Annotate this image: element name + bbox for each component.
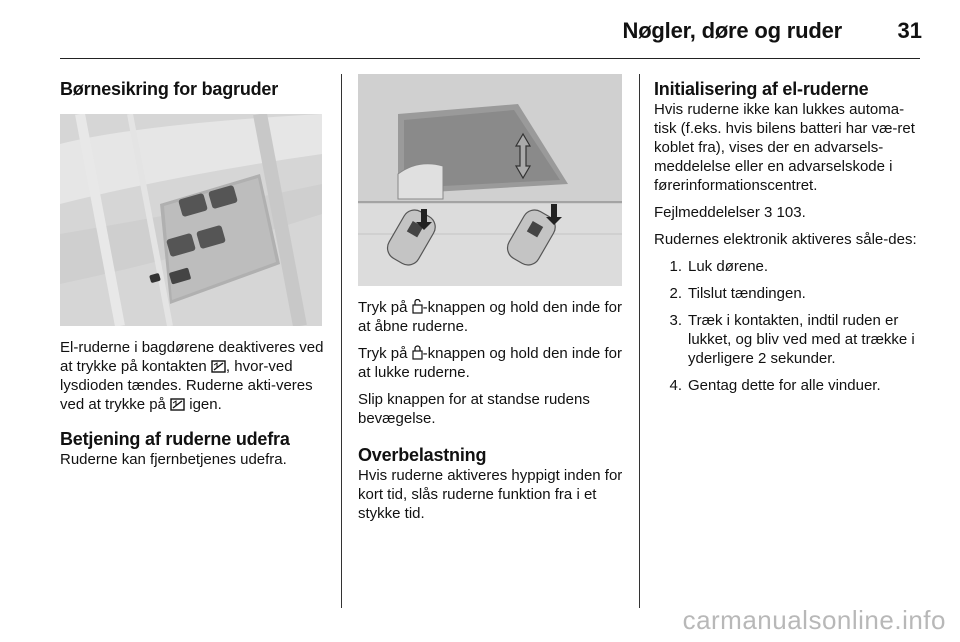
column-2 [358,74,624,531]
steps-list [654,257,926,395]
unlock-button-icon [412,299,423,314]
remote-operation-text: Ruderne kan fjernbetjenes udefra. [60,451,287,468]
window-switch-illustration [60,114,322,326]
open-windows-text: Tryk på -knappen og hold den inde for at åbne ruderne. [358,299,622,335]
section-heading-child-lock: Børnesikring for bagruder [60,79,279,99]
watermark: carmanualsonline.info [682,605,946,635]
column-divider [341,74,342,608]
activation-intro-text: Rudernes elektronik aktiveres såle-des: [654,231,917,248]
column-3 [654,74,926,403]
section-heading-remote-operation: Betjening af ruderne udefra [60,429,290,449]
column-1 [60,74,330,477]
page-number: 31 [897,18,922,43]
list-item: 3. Træk i kontakten, indtil ruden er lukket, og bliv ved med at trække i yderligere 2 sekunder. [669,312,915,367]
lock-button-icon [412,345,423,360]
child-lock-text: El-ruderne i bagdørene deaktiveres ved at trykke på kontakten , hvor-ved lysdioden tændes. Ruderne akti-veres ved at trykke på igen. [60,339,324,413]
child-lock-switch-icon [211,360,226,373]
overload-text: Hvis ruderne aktiveres hyppigt inden for kort tid, slås ruderne funktion fra i et stykke tid. [358,467,623,522]
page-header-title: Nøgler, døre og ruder [622,18,842,43]
list-item: 1. Luk dørene. [669,258,769,275]
initialisation-text: Hvis ruderne ikke kan lukkes automa-tisk (f.eks. hvis bilens batteri har væ-ret koblet fra), vises der en advarsels-meddelelse eller en advarselskode i førerinformationscentret. [654,101,915,194]
header-rule [60,58,920,59]
door-panel-image [60,114,322,326]
key-fob-image [358,74,622,286]
section-heading-overload: Overbelastning [358,445,487,465]
list-item: 4. Gentag dette for alle vinduer. [669,377,881,394]
page-reference-icon: 3 [764,204,773,221]
close-windows-text: Tryk på -knappen og hold den inde for at lukke ruderne. [358,345,622,381]
error-messages-ref: Fejlmeddelelser 3 103. [654,204,806,221]
list-item: 2. Tilslut tændingen. [669,285,806,302]
child-lock-switch-icon [170,398,185,411]
stop-movement-text: Slip knappen for at standse rudens bevægelse. [358,391,590,427]
column-divider [639,74,640,608]
section-heading-initialisation: Initialisering af el-ruderne [654,79,869,99]
remote-key-illustration [358,74,622,286]
